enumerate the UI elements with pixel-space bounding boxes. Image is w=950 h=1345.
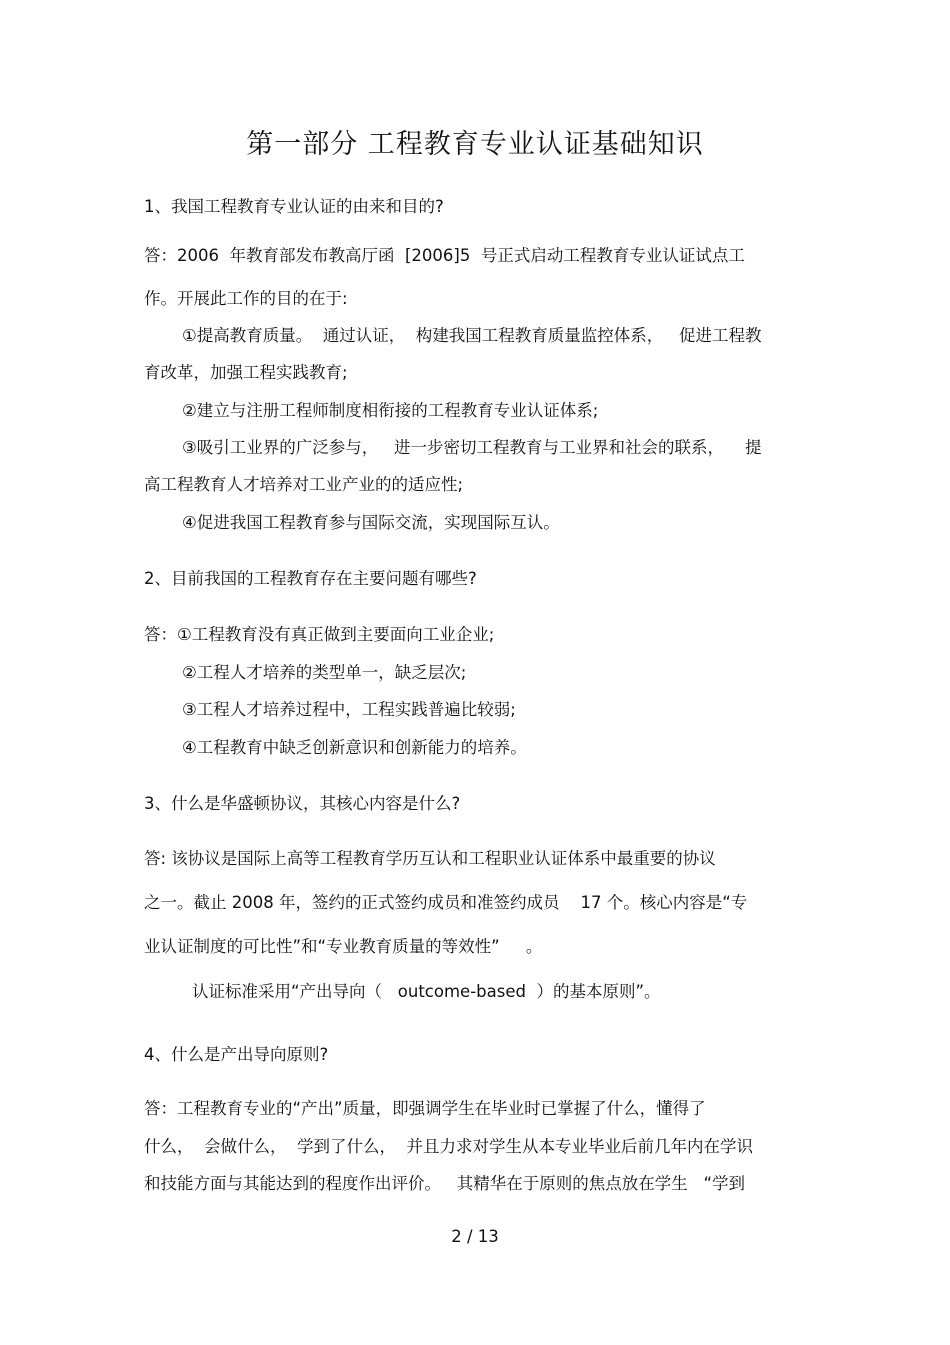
answer-1-item-4: ④促进我国工程教育参与国际交流，实现国际互认。 [182, 513, 560, 532]
answer-1-item-3-cont: 高工程教育人才培养对工业产业的的适应性; [144, 475, 464, 494]
answer-4-line-3: 和技能方面与其能达到的程度作出评价。 其精华在于原则的焦点放在学生 “学到 [144, 1174, 746, 1193]
answer-2-item-3: ③工程人才培养过程中，工程实践普遍比较弱; [182, 700, 516, 719]
question-3: 3、什么是华盛顿协议，其核心内容是什么? [144, 794, 461, 813]
page-title: 第一部分 工程教育专业认证基础知识 [246, 129, 704, 160]
answer-2-item-2: ②工程人才培养的类型单一，缺乏层次; [182, 663, 467, 682]
question-2: 2、目前我国的工程教育存在主要问题有哪些? [144, 569, 477, 588]
question-4: 4、什么是产出导向原则? [144, 1045, 329, 1064]
answer-1-item-1-cont: 育改革，加强工程实践教育; [144, 363, 348, 382]
answer-1-item-2: ②建立与注册工程师制度相衔接的工程教育专业认证体系; [182, 401, 599, 420]
answer-3-line-1: 答: 该协议是国际上高等工程教育学历互认和工程职业认证体系中最重要的协议 [144, 849, 716, 868]
answer-1-item-3: ③吸引工业界的广泛参与， 进一步密切工程教育与工业界和社会的联系， 提 [182, 438, 762, 457]
question-1: 1、我国工程教育专业认证的由来和目的? [144, 197, 444, 216]
answer-3-line-3: 业认证制度的可比性”和“专业教育质量的等效性” 。 [144, 937, 543, 956]
answer-4-line-1: 答：工程教育专业的“产出”质量，即强调学生在毕业时已掌握了什么，懂得了 [144, 1099, 706, 1118]
answer-1-line-1: 答：2006 年教育部发布教高厅函 [2006]5 号正式启动工程教育专业认证试点工 [144, 246, 745, 265]
answer-3-line-4: 认证标准采用“产出导向（ outcome-based ）的基本原则”。 [192, 982, 661, 1001]
answer-1-item-1: ①提高教育质量。 通过认证， 构建我国工程教育质量监控体系， 促进工程教 [182, 326, 762, 345]
answer-2-item-1: 答：①工程教育没有真正做到主要面向工业企业; [144, 625, 495, 644]
answer-4-line-2: 什么， 会做什么， 学到了什么， 并且力求对学生从本专业毕业后前几年内在学识 [144, 1137, 753, 1156]
answer-3-line-2: 之一。截止 2008 年，签约的正式签约成员和准签约成员 17 个。核心内容是“专 [144, 893, 748, 912]
page-number: 2 / 13 [451, 1227, 499, 1246]
answer-2-item-4: ④工程教育中缺乏创新意识和创新能力的培养。 [182, 738, 527, 757]
answer-1-line-2: 作。开展此工作的目的在于: [144, 289, 348, 308]
